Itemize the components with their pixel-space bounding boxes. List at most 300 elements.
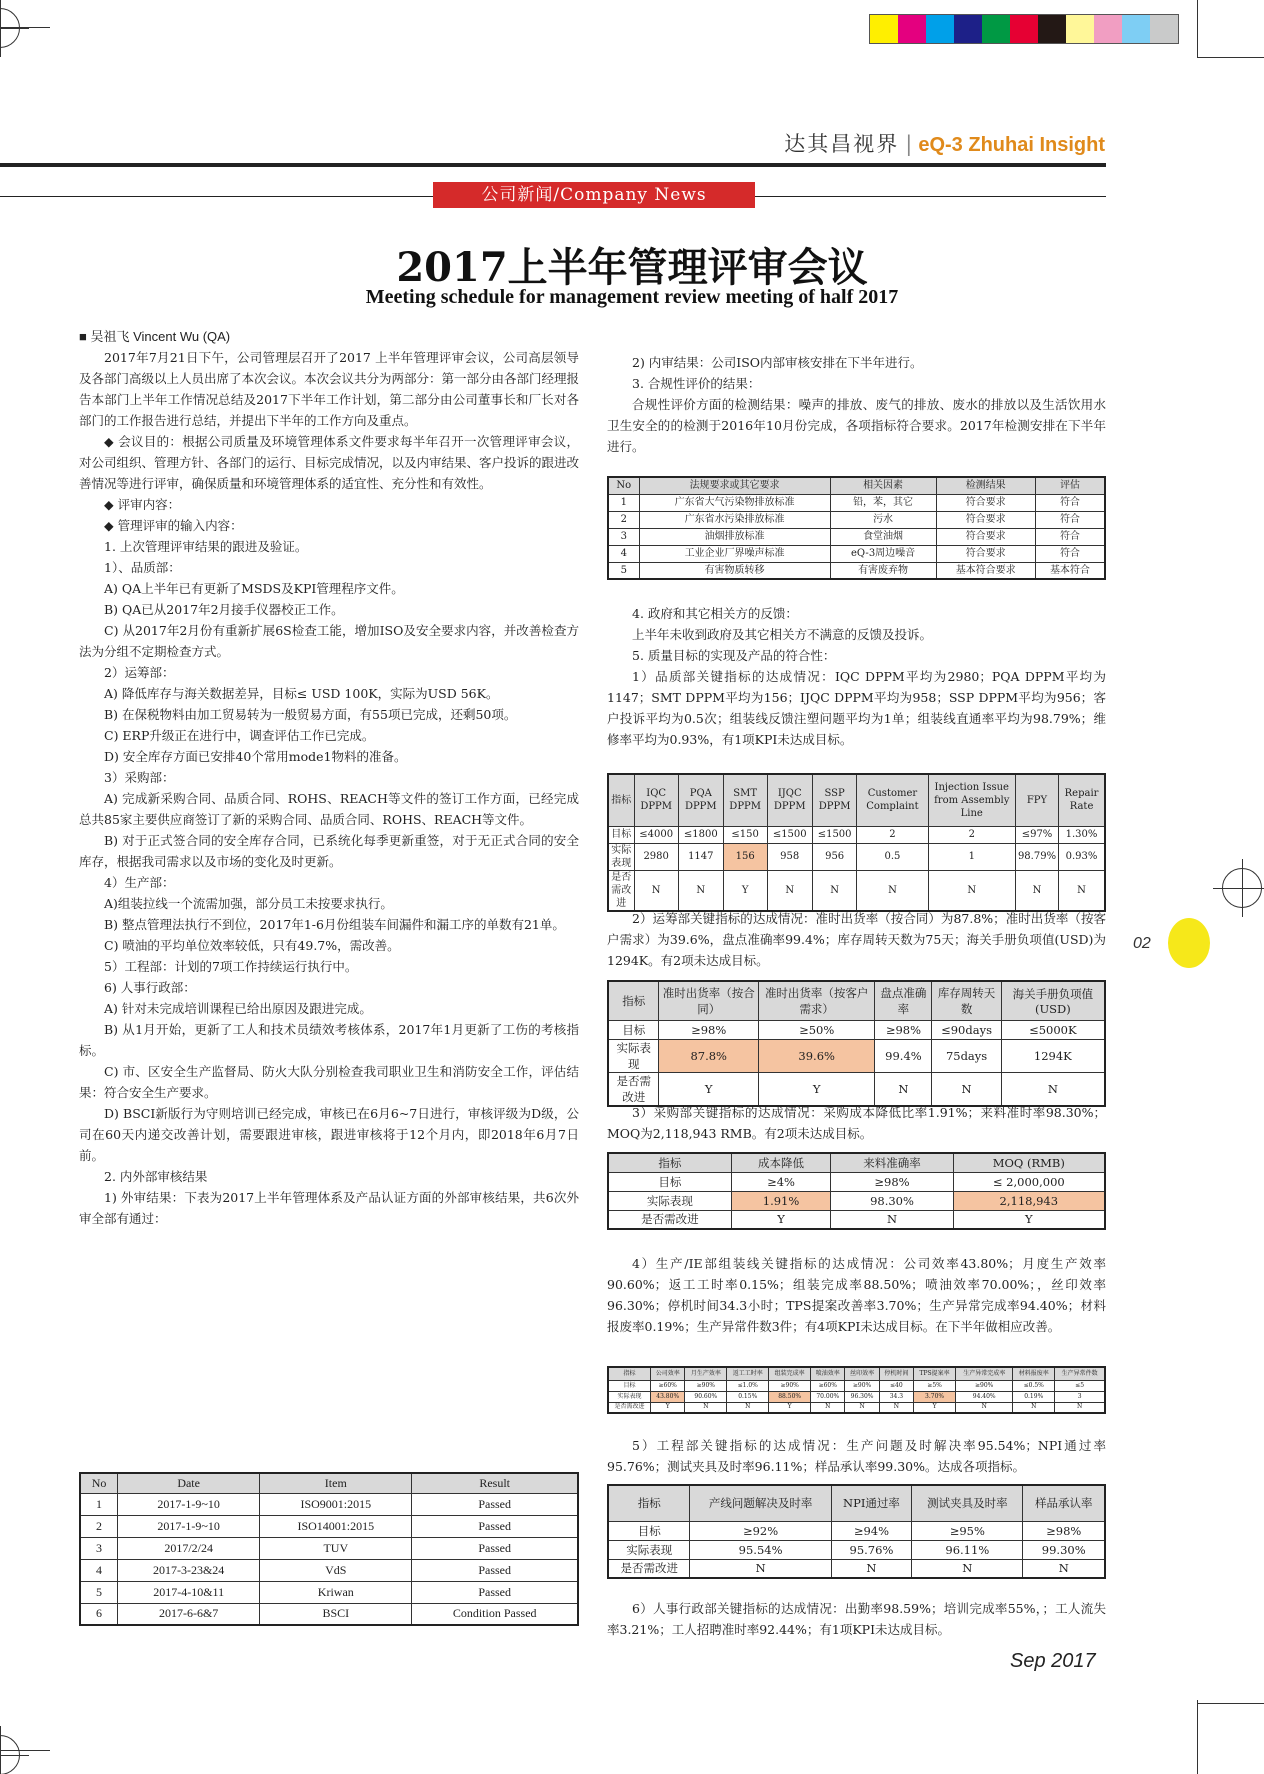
table-cell: N — [678, 870, 723, 911]
table-cell: 96.11% — [912, 1540, 1023, 1559]
table-header-cell: 成本降低 — [731, 1153, 831, 1172]
paragraph: 4）生产部： — [104, 875, 175, 890]
paragraph: B) QA已从2017年2月接手仪器校正工作。 — [104, 602, 344, 617]
table-cell: ≤0.5% — [1013, 1380, 1055, 1391]
table-header-cell: 月生产效率 — [685, 1367, 727, 1380]
table-cell: 符合 — [1035, 545, 1105, 562]
table-row — [608, 1402, 1105, 1413]
table-cell: VdS — [260, 1559, 412, 1581]
table-cell: 符合 — [1035, 494, 1105, 511]
table-cell: N — [912, 1559, 1023, 1578]
color-swatch — [1066, 15, 1094, 43]
table-cell: 2 — [80, 1515, 118, 1537]
table-cell: 有害物质转移 — [639, 562, 830, 579]
color-swatch — [870, 15, 898, 43]
paragraph: 3）采购部关键指标的达成情况：采购成本降低比率1.91%；来料准时率98.30%；MOQ为2,118,943 RMB。有2项未达成目标。 — [607, 1105, 1106, 1141]
table-cell: 0.19% — [1013, 1391, 1055, 1402]
table-row — [608, 843, 1105, 870]
table-cell: 1 — [80, 1493, 118, 1515]
table-cell: 98.79% — [1015, 843, 1058, 870]
table-row — [608, 870, 1105, 911]
audit-table — [79, 1472, 579, 1626]
table-cell: 958 — [767, 843, 812, 870]
table-row — [80, 1493, 578, 1515]
table-header-cell: 材料报废率 — [1013, 1367, 1055, 1380]
table-header-cell: 指标 — [608, 1485, 690, 1521]
table-header-cell: Injection Issue from Assembly Line — [928, 774, 1015, 826]
color-swatch — [1094, 15, 1122, 43]
table-row — [608, 511, 1105, 528]
table-cell: N — [1013, 1402, 1055, 1413]
table-header-cell: NPI通过率 — [831, 1485, 911, 1521]
table-header-cell: SSP DPPM — [812, 774, 856, 826]
table-cell: 5 — [608, 562, 639, 579]
table-cell: 98.30% — [831, 1191, 953, 1210]
table-cell: ≤1500 — [812, 826, 856, 843]
header-rule — [0, 163, 1106, 167]
table-cell: 2017/2/24 — [118, 1537, 260, 1559]
table-row — [80, 1537, 578, 1559]
table-cell: N — [928, 870, 1015, 911]
table-cell: N — [685, 1402, 727, 1413]
table-cell: N — [1023, 1559, 1105, 1578]
table-cell: BSCI — [260, 1603, 412, 1625]
table-cell: 3.70% — [914, 1391, 956, 1402]
table-cell: 4 — [608, 545, 639, 562]
table-cell: N — [1001, 1072, 1105, 1106]
logistics-table-wrap — [607, 980, 1106, 1107]
table-cell: 2017-6-6&7 — [118, 1603, 260, 1625]
production-table-wrap — [607, 1366, 1106, 1414]
table-cell: ≥90% — [845, 1380, 879, 1391]
color-swatch — [1122, 15, 1150, 43]
table-row — [608, 1380, 1105, 1391]
right-column-block — [607, 1102, 1106, 1144]
paragraph: C) 从2017年2月份有重新扩展6S检查工能，增加ISO及安全要求内容，并改善检查方法为分组不定期检查方式。 — [79, 623, 579, 659]
table-cell: N — [831, 1210, 953, 1229]
table-cell: ≥60% — [651, 1380, 685, 1391]
table-cell: ≥98% — [1023, 1521, 1105, 1540]
table-cell: N — [1015, 870, 1058, 911]
table-cell: 实际表现 — [608, 1540, 690, 1559]
table-cell: 有害废弃物 — [830, 562, 936, 579]
table-cell: 2017-1-9~10 — [118, 1515, 260, 1537]
table-cell: ≤1500 — [767, 826, 812, 843]
table-cell: Y — [914, 1402, 956, 1413]
table-cell: 目标 — [608, 1020, 659, 1039]
table-cell: 95.76% — [831, 1540, 911, 1559]
color-registration-bar — [869, 14, 1179, 44]
table-cell: 5 — [80, 1581, 118, 1603]
color-swatch — [898, 15, 926, 43]
table-cell: 目标 — [608, 1380, 651, 1391]
table-row — [608, 1210, 1105, 1229]
table-cell: N — [831, 1559, 911, 1578]
table-header-cell: 组装完成率 — [769, 1367, 811, 1380]
crop-mark — [1197, 1703, 1264, 1704]
table-row — [608, 1391, 1105, 1402]
table-header-cell: 相关因素 — [830, 477, 936, 494]
table-cell: 工业企业厂界噪声标准 — [639, 545, 830, 562]
paragraph: 2）运筹部： — [104, 665, 175, 680]
table-cell: ≥60% — [811, 1380, 845, 1391]
table-cell: Y — [723, 870, 767, 911]
author-byline: ■ 吴祖飞 Vincent Wu (QA) — [79, 329, 231, 344]
table-cell: 4 — [80, 1559, 118, 1581]
table-header-cell: No — [608, 477, 639, 494]
paragraph: 6）人事行政部关键指标的达成情况：出勤率98.59%；培训完成率55%，；工人流失率3.21%；工人招聘准时率92.44%；有1项KPI未达成目标。 — [607, 1601, 1106, 1637]
table-cell: 88.50% — [769, 1391, 811, 1402]
table-cell: 符合 — [1035, 528, 1105, 545]
table-cell: 0.5 — [857, 843, 928, 870]
paragraph: ◆ 管理评审的输入内容： — [104, 518, 243, 533]
table-header-cell: Date — [118, 1473, 260, 1493]
table-cell: 94.40% — [956, 1391, 1013, 1402]
table-cell: 75days — [932, 1039, 1001, 1072]
paragraph: 合规性评价方面的检测结果：噪声的排放、废气的排放、废水的排放以及生活饮用水卫生安全的的检测于2016年10月份完成，各项指标符合要求。2017年检测安排在下半年进行。 — [607, 397, 1106, 454]
page-number: 02 — [1133, 935, 1151, 952]
table-header-cell: 准时出货率（按客户需求） — [758, 981, 874, 1020]
article-title-en: Meeting schedule for management review meeting of half 2017 — [365, 286, 899, 308]
table-cell: Passed — [412, 1581, 578, 1603]
crop-mark — [1197, 0, 1198, 58]
paragraph: 4. 政府和其它相关方的反馈： — [632, 606, 798, 621]
table-header-cell: 海关手册负项值(USD) — [1001, 981, 1105, 1020]
right-column-block — [607, 1253, 1106, 1337]
color-swatch — [926, 15, 954, 43]
paragraph: D) BSCI新版行为守则培训已经完成，审核已在6月6~7日进行，审核评级为D级，公司在60天内递交改善计划，需要跟进审核，跟进审核将于12个月内，即2018年6月7日前。 — [79, 1106, 579, 1163]
table-cell: Passed — [412, 1515, 578, 1537]
right-column-block — [607, 1598, 1106, 1640]
table-cell: 是否需改进 — [608, 1402, 651, 1413]
registration-mark — [0, 1735, 20, 1774]
table-header-cell: 返工工时率 — [727, 1367, 769, 1380]
table-header-cell: 库存周转天数 — [932, 981, 1001, 1020]
table-cell: 目标 — [608, 826, 634, 843]
compliance-table-wrap — [607, 476, 1106, 580]
table-cell: N — [812, 870, 856, 911]
registration-mark — [1222, 868, 1262, 908]
masthead-en: eQ-3 Zhuhai Insight — [918, 134, 1105, 156]
table-cell: 符合要求 — [936, 511, 1035, 528]
paragraph: 3）采购部： — [104, 770, 175, 785]
table-row — [608, 1540, 1105, 1559]
section-tag: 公司新闻/Company News — [433, 182, 755, 208]
table-cell: ≥5% — [914, 1380, 956, 1391]
table-cell: 基本符合 — [1035, 562, 1105, 579]
table-header-cell: Customer Complaint — [857, 774, 928, 826]
table-cell: 2017-1-9~10 — [118, 1493, 260, 1515]
table-header-cell: Result — [412, 1473, 578, 1493]
table-header-row — [608, 774, 1105, 826]
table-cell: N — [857, 870, 928, 911]
paragraph: A) 完成新采购合同、品质合同、ROHS、REACH等文件的签订工作方面，已经完成总共85家主要供应商签订了新的采购合同、品质合同、ROHS、REACH等文件。 — [79, 791, 579, 827]
table-cell: ≤97% — [1015, 826, 1058, 843]
table-cell: 1294K — [1001, 1039, 1105, 1072]
paragraph: B) 对于正式签合同的安全库存合同，已系统化每季更新重签，对于无正式合同的安全库存，根据我司需求以及市场的变化及时更新。 — [79, 833, 579, 869]
registration-mark — [0, 8, 20, 48]
table-row — [80, 1581, 578, 1603]
table-cell: 87.8% — [659, 1039, 758, 1072]
table-cell: ≥94% — [831, 1521, 911, 1540]
paragraph: 6) 人事行政部： — [104, 980, 196, 995]
table-cell: ≥95% — [912, 1521, 1023, 1540]
table-cell: ≤5000K — [1001, 1020, 1105, 1039]
table-cell: ≥90% — [769, 1380, 811, 1391]
table-cell: Y — [953, 1210, 1105, 1229]
table-header-cell: MOQ (RMB) — [953, 1153, 1105, 1172]
table-cell: 96.30% — [845, 1391, 879, 1402]
table-cell: Y — [758, 1072, 874, 1106]
right-column-block — [607, 908, 1106, 971]
table-cell: 食堂油烟 — [830, 528, 936, 545]
purchase-kpi-table — [607, 1152, 1106, 1230]
table-cell: Kriwan — [260, 1581, 412, 1603]
table-cell: Y — [659, 1072, 758, 1106]
article-title-cn: 2017上半年管理评审会议 — [396, 244, 868, 291]
table-row — [80, 1603, 578, 1625]
table-cell: ≥98% — [831, 1172, 953, 1191]
table-header-cell: IJQC DPPM — [767, 774, 812, 826]
table-cell: 符合要求 — [936, 494, 1035, 511]
paragraph: 1. 上次管理评审结果的跟进及验证。 — [104, 539, 308, 554]
table-cell: 2 — [857, 826, 928, 843]
issue-date: Sep 2017 — [1010, 1650, 1096, 1672]
table-header-cell: 来料准确率 — [831, 1153, 953, 1172]
table-cell: 是否需改进 — [608, 1072, 659, 1106]
table-cell: 3 — [608, 528, 639, 545]
table-cell: 2980 — [634, 843, 678, 870]
table-cell: 956 — [812, 843, 856, 870]
table-cell: Y — [731, 1210, 831, 1229]
masthead-cn: 达其昌视界 — [784, 132, 900, 156]
table-header-row — [608, 477, 1105, 494]
table-cell: N — [956, 1402, 1013, 1413]
table-header-cell: SMT DPPM — [723, 774, 767, 826]
table-header-cell: 指标 — [608, 1153, 731, 1172]
table-cell: Passed — [412, 1559, 578, 1581]
table-cell: N — [1059, 870, 1105, 911]
table-cell: Passed — [412, 1493, 578, 1515]
table-cell: Passed — [412, 1537, 578, 1559]
color-swatch — [954, 15, 982, 43]
paragraph: 5. 质量目标的实现及产品的符合性： — [632, 648, 836, 663]
table-cell: ≥50% — [758, 1020, 874, 1039]
table-cell: 99.4% — [875, 1039, 932, 1072]
table-row — [608, 562, 1105, 579]
table-row — [608, 826, 1105, 843]
paragraph: 2. 内外部审核结果 — [104, 1169, 208, 1184]
table-cell: 1 — [608, 494, 639, 511]
table-header-cell: 指标 — [608, 774, 634, 826]
table-cell: 符合要求 — [936, 528, 1035, 545]
paragraph: ◆ 会议目的：根据公司质量及环境管理体系文件要求每半年召开一次管理评审会议，对公司组织、管理方针、各部门的运行、目标完成情况，以及内审结果、客户投诉的跟进改善情况等进行评审，确保质量和环境管理体系的适宜性、充分性和有效性。 — [79, 434, 580, 491]
engineering-kpi-table — [607, 1484, 1106, 1579]
paragraph: ◆ 评审内容： — [104, 497, 181, 512]
table-cell: 2 — [928, 826, 1015, 843]
table-row — [608, 545, 1105, 562]
color-swatch — [1010, 15, 1038, 43]
table-cell: 2017-3-23&24 — [118, 1559, 260, 1581]
table-cell: 0.15% — [727, 1391, 769, 1402]
table-cell: ≤4000 — [634, 826, 678, 843]
table-cell: ≤5 — [1055, 1380, 1105, 1391]
color-swatch — [1150, 15, 1178, 43]
table-header-cell: 产线问题解决及时率 — [690, 1485, 831, 1521]
table-header-cell: PQA DPPM — [678, 774, 723, 826]
table-header-cell: 公司效率 — [651, 1367, 685, 1380]
table-header-cell: 停机时间 — [879, 1367, 913, 1380]
audit-table-wrap — [79, 1472, 579, 1626]
table-cell: 广东省水污染排放标准 — [639, 511, 830, 528]
masthead: 达其昌视界 | eQ-3 Zhuhai Insight — [784, 132, 1105, 156]
page-marker-dot — [1168, 918, 1210, 968]
table-cell: Condition Passed — [412, 1603, 578, 1625]
table-cell: 是否需改进 — [608, 1210, 731, 1229]
table-cell: 实际表现 — [608, 843, 634, 870]
table-cell: N — [845, 1402, 879, 1413]
table-cell: 符合要求 — [936, 545, 1035, 562]
paragraph: D) 安全库存方面已安排40个常用mode1物料的准备。 — [104, 749, 407, 764]
table-header-cell: 指标 — [608, 1367, 651, 1380]
paragraph: 4）生产/IE部组装线关键指标的达成情况：公司效率43.80%；月度生产效率90.60%；返工工时率0.15%；组装完成率88.50%；喷油效率70.00%；，丝印效率96.30%；停机时间34.3小时；TPS提案改善率3.70%；生产异常完成率94.40%；材料报废率0.19%；生产异常件数3件；有4项KPI未达成目标。在下半年做相应改善。 — [607, 1256, 1106, 1334]
table-cell: N — [634, 870, 678, 911]
paragraph: 5）工程部关键指标的达成情况：生产问题及时解决率95.54%；NPI通过率95.76%；测试夹具及时率96.11%；样品承认率99.30%。达成各项指标。 — [607, 1438, 1106, 1474]
table-header-cell: FPY — [1015, 774, 1058, 826]
table-cell: 95.54% — [690, 1540, 831, 1559]
table-cell: ≥92% — [690, 1521, 831, 1540]
table-cell: N — [1055, 1402, 1105, 1413]
left-column — [79, 326, 579, 1229]
table-row — [608, 1559, 1105, 1578]
table-cell: 1.30% — [1059, 826, 1105, 843]
paragraph: A)组装拉线一个流需加强，部分员工未按要求执行。 — [104, 896, 393, 911]
table-cell: 156 — [723, 843, 767, 870]
paragraph: 2）运筹部关键指标的达成情况：准时出货率（按合同）为87.8%；准时出货率（按客户需求）为39.6%，盘点准确率99.4%；库存周转天数为75天；海关手册负项值(USD)为1294K。有2项未达成目标。 — [607, 911, 1106, 968]
table-cell: 90.60% — [685, 1391, 727, 1402]
crop-mark — [1197, 1700, 1198, 1774]
paragraph: A) QA上半年已有更新了MSDS及KPI管理程序文件。 — [104, 581, 404, 596]
table-cell: 是否需改进 — [608, 870, 634, 911]
paragraph: A) 降低库存与海关数据差异，目标≤ USD 100K，实际为USD 56K。 — [104, 686, 499, 701]
paragraph: 1）、品质部： — [104, 560, 181, 575]
table-header-cell: 生产异常件数 — [1055, 1367, 1105, 1380]
table-cell: ≤1.0% — [727, 1380, 769, 1391]
table-header-cell: 样品承认率 — [1023, 1485, 1105, 1521]
paragraph: 上半年未收到政府及其它相关方不满意的反馈及投诉。 — [632, 627, 933, 642]
paragraph: 3. 合规性评价的结果： — [632, 376, 761, 391]
table-header-cell: 生产异常完成率 — [956, 1367, 1013, 1380]
table-row — [80, 1515, 578, 1537]
table-row — [608, 1020, 1105, 1039]
table-cell: ≥98% — [875, 1020, 932, 1039]
paragraph: 1）品质部关键指标的达成情况：IQC DPPM平均为2980；PQA DPPM平均为1147；SMT DPPM平均为156；IJQC DPPM平均为958；SSP DPPM平均为956；客户投诉平均为0.5次；组装线反馈注塑问题平均为1单；组装线直通率平均为98.79%；维修率平均为0.93%，有1项KPI未达成目标。 — [607, 669, 1106, 747]
table-header-row — [608, 1485, 1105, 1521]
table-cell: 广东省大气污染物排放标准 — [639, 494, 830, 511]
color-swatch — [1038, 15, 1066, 43]
logistics-kpi-table — [607, 980, 1106, 1107]
table-cell: N — [875, 1072, 932, 1106]
table-header-cell: 准时出货率（按合同） — [659, 981, 758, 1020]
table-cell: ≤1800 — [678, 826, 723, 843]
table-header-row — [80, 1473, 578, 1493]
paragraph: B) 从1月开始，更新了工人和技术员绩效考核体系，2017年1月更新了工伤的考核指标。 — [79, 1022, 579, 1058]
right-column — [607, 352, 1106, 457]
table-row — [608, 1521, 1105, 1540]
table-cell: 2,118,943 — [953, 1191, 1105, 1210]
paragraph: A) 针对未完成培训课程已给出原因及跟进完成。 — [104, 1001, 372, 1016]
table-row — [608, 1191, 1105, 1210]
table-cell: 0.93% — [1059, 843, 1105, 870]
compliance-table — [607, 476, 1106, 580]
paragraph: C) 市、区安全生产监督局、防火大队分别检查我司职业卫生和消防安全工作，评估结果：符合安全生产要求。 — [79, 1064, 579, 1100]
table-cell: 34.3 — [879, 1391, 913, 1402]
paragraph: B) 整点管理法执行不到位，2017年1-6月份组装车间漏件和漏工序的单数有21单。 — [104, 917, 565, 932]
table-cell: ISO14001:2015 — [260, 1515, 412, 1537]
table-header-cell: 喷油效率 — [811, 1367, 845, 1380]
table-header-cell: 评估 — [1035, 477, 1105, 494]
table-row — [608, 494, 1105, 511]
paragraph: 1) 外审结果：下表为2017上半年管理体系及产品认证方面的外部审核结果，共6次外审全部有通过： — [79, 1190, 579, 1226]
table-header-cell: 丝印效率 — [845, 1367, 879, 1380]
table-cell: 6 — [80, 1603, 118, 1625]
crop-mark — [1197, 57, 1264, 58]
table-cell: ≥90% — [956, 1380, 1013, 1391]
table-header-cell: IQC DPPM — [634, 774, 678, 826]
table-cell: 实际表现 — [608, 1391, 651, 1402]
table-cell: 3 — [1055, 1391, 1105, 1402]
table-cell: ≥90% — [685, 1380, 727, 1391]
table-header-row — [608, 1367, 1105, 1380]
table-header-cell: 测试夹具及时率 — [912, 1485, 1023, 1521]
table-cell: eQ-3周边噪音 — [830, 545, 936, 562]
table-row — [608, 1039, 1105, 1072]
table-header-cell: 盘点准确率 — [875, 981, 932, 1020]
table-cell: 43.80% — [651, 1391, 685, 1402]
table-cell: 铅，苯，其它 — [830, 494, 936, 511]
table-header-cell: Repair Rate — [1059, 774, 1105, 826]
table-cell: N — [932, 1072, 1001, 1106]
paragraph: B) 在保税物料由加工贸易转为一般贸易方面，有55项已完成，还剩50项。 — [104, 707, 517, 722]
table-row — [80, 1559, 578, 1581]
table-cell: Y — [651, 1402, 685, 1413]
purchase-table-wrap — [607, 1152, 1106, 1230]
table-cell: 1147 — [678, 843, 723, 870]
table-cell: 是否需改进 — [608, 1559, 690, 1578]
table-cell: 实际表现 — [608, 1039, 659, 1072]
table-cell: N — [727, 1402, 769, 1413]
table-cell: 符合 — [1035, 511, 1105, 528]
table-cell: 2017-4-10&11 — [118, 1581, 260, 1603]
table-cell: ≤150 — [723, 826, 767, 843]
quality-table-wrap — [607, 773, 1106, 912]
table-cell: N — [811, 1402, 845, 1413]
right-column-block — [607, 1435, 1106, 1477]
paragraph: 2017年7月21日下午，公司管理层召开了2017 上半年管理评审会议，公司高层领导及各部门高级以上人员出席了本次会议。本次会议共分为两部分：第一部分由各部门经理报告本部门上半年工作情况总结及2017下半年工作计划，第二部分由公司董事长和厂长对各部门的工作报告进行总结，并提出下半年的工作方向及重点。 — [79, 350, 580, 428]
right-column-block — [607, 603, 1106, 750]
table-cell: 目标 — [608, 1172, 731, 1191]
table-header-cell: TPS提案率 — [914, 1367, 956, 1380]
table-cell: 39.6% — [758, 1039, 874, 1072]
table-cell: N — [690, 1559, 831, 1578]
table-row — [608, 1072, 1105, 1106]
paragraph: 5）工程部：计划的7项工作持续运行执行中。 — [104, 959, 358, 974]
paragraph: C) 喷油的平均单位效率较低，只有49.7%，需改善。 — [104, 938, 400, 953]
table-cell: 基本符合要求 — [936, 562, 1035, 579]
production-kpi-table — [607, 1366, 1106, 1414]
table-cell: 2 — [608, 511, 639, 528]
table-row — [608, 1172, 1105, 1191]
